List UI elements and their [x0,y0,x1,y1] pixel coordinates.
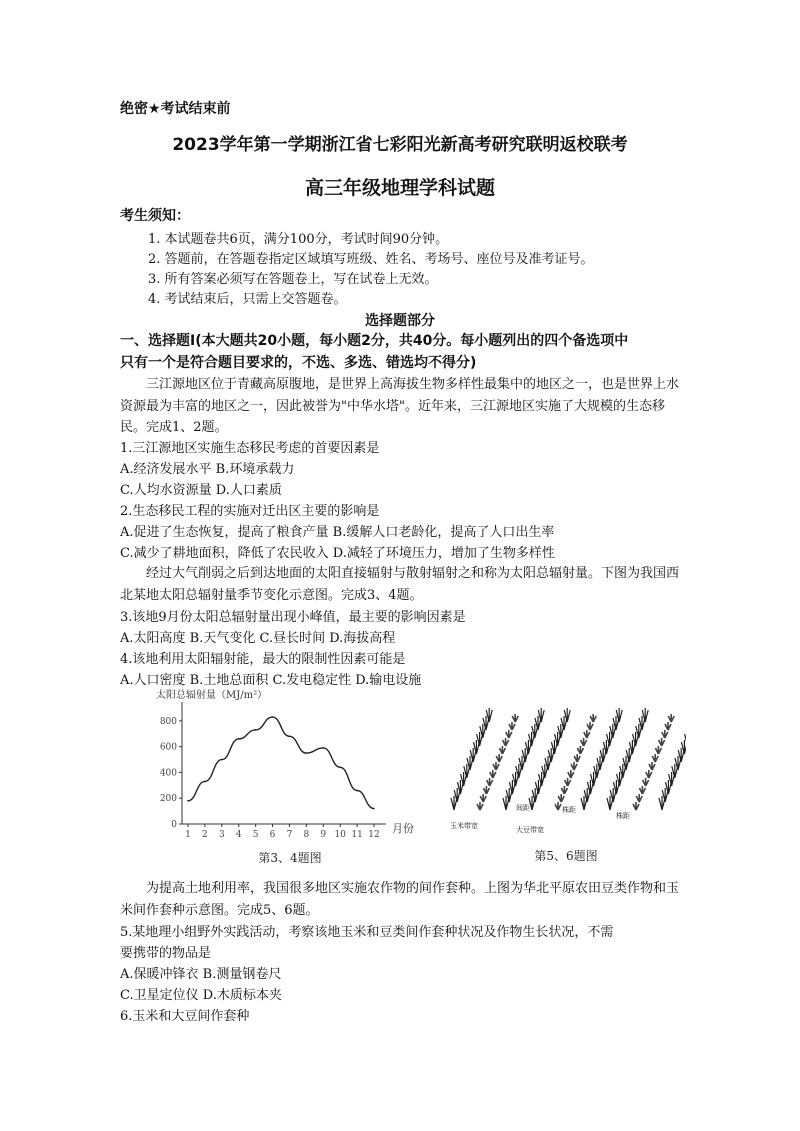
x-tick-label: 11 [351,830,363,840]
question-4-options: A.人口密度 B.土地总面积 C.发电稳定性 D.输电设施 [120,673,422,688]
figure-caption-left: 第3、4题图 [258,851,322,865]
radiation-chart [140,684,440,874]
bean-plant [643,778,649,786]
bean-plant [584,730,590,738]
question-5-stem: 5.某地理小组野外实践活动，考察该地玉米和豆类间作套种状况及作物生长状况，不需 [120,925,614,940]
bean-plant [480,794,486,802]
radiation-data-point [204,781,206,783]
label-corn-width: 玉米带宽 [450,823,478,830]
radiation-data-point [289,736,291,738]
figure-caption-right: 第5、6题图 [534,849,598,863]
bean-plant [565,778,571,786]
x-tick-label: 7 [286,830,293,840]
question-2-stem: 2.生态移民工程的实施对迁出区主要的影响是 [120,504,380,519]
x-tick-label: 3 [218,830,225,840]
bean-plant [636,794,642,802]
corn-plant [486,708,492,722]
x-tick-label: 10 [334,830,346,840]
bean-plant [577,746,583,754]
radiation-data-point [187,800,189,802]
bean-plant [655,746,661,754]
section-instruction: 一、选择题Ⅰ(本大题共20小题，每小题2分，共40分。每小题列出的四个备选项中 [120,333,629,349]
label-bean-width: 大豆带宽 [516,827,544,834]
question-2-options: A.促进了生态恢复，提高了粮食产量 B.缓解人口老龄化，提高了人口出生率 [120,525,555,540]
question-3-stem: 3.该地9月份太阳总辐射量出现小峰值，最主要的影响因素是 [120,610,466,625]
bean-plant [503,738,509,746]
y-tick-label: 600 [159,742,177,753]
x-tick-label: 1 [185,830,191,840]
bean-plant [590,714,596,722]
radiation-data-point [238,738,240,740]
passage-sanjiangyuan: 三江源地区位于青藏高原腹地，是世界上高海拔生物多样性最集中的地区之一，也是世界上水资源最为丰富的地区之一，因此被誉为"中华水塔"。近年来，三江源地区实施了大规模的生态移民。完成1、2题。 [120,377,680,435]
bean-plant [561,786,567,794]
bean-plant [483,786,489,794]
bean-plant [512,714,518,722]
notice-item: 3. 所有答案必须写在答题卷上，写在试卷上无效。 [148,272,438,287]
radiation-series-line [188,717,374,809]
passage-intercropping: 为提高土地利用率，我国很多地区实施农作物的间作套种。上图为华北平原农田豆类作物和玉米间作套种示意图。完成5、6题。 [120,881,680,918]
radiation-data-point [373,808,375,810]
label-plant-spacing-2: 株距 [616,813,630,820]
corn-plant [616,708,622,722]
radiation-data-point [322,747,324,749]
bean-plant [571,762,577,770]
x-tick-label: 9 [320,830,327,840]
corn-plant [642,708,648,722]
notice-item: 4. 考试结束后，只需上交答题卷。 [148,292,347,307]
intercropping-illustration [446,700,686,870]
radiation-data-point [339,766,341,768]
radiation-data-point [221,759,223,761]
y-tick-label: 400 [159,768,177,779]
y-tick-label: 0 [171,820,177,830]
bean-plant [587,722,593,730]
x-tick-label: 4 [235,830,242,840]
bean-plant [668,714,674,722]
notice-heading: 考生须知： [120,208,190,224]
bean-plant [581,738,587,746]
bean-plant [496,754,502,762]
corn-plant [681,740,686,754]
y-tick-label: 200 [159,794,177,805]
radiation-data-point [255,729,257,731]
bean-plant [646,770,652,778]
chart-xlabel: 月份 [392,822,414,835]
radiation-data-point [306,752,308,754]
question-1-options: C.人均水资源量 D.人口素质 [120,483,282,498]
crop-rows [451,708,686,810]
bean-plant [509,722,515,730]
bean-plant [499,746,505,754]
secret-label: 绝密★考试结束前 [120,101,231,117]
bean-plant [639,786,645,794]
intercropping-photo [446,700,686,870]
question-2-options: C.减少了耕地面积，降低了农民收入 D.减轻了环境压力，增加了生物多样性 [120,546,555,561]
question-3-options: A.太阳高度 B.天气变化 C.昼长时间 D.海拔高程 [120,631,396,646]
question-6-stem: 6.玉米和大豆间作套种 [120,1009,250,1024]
bean-plant [652,754,658,762]
passage-radiation: 经过大气削弱之后到达地面的太阳直接辐射与散射辐射之和称为太阳总辐射量。下图为我国西北某地太阳总辐射量季节变化示意图。完成3、4题。 [120,566,680,603]
bean-plant [659,738,665,746]
exam-subtitle: 高三年级地理学科试题 [304,177,495,199]
question-1-options: A.经济发展水平 B.环境承载力 [120,462,295,477]
bean-plant [662,730,668,738]
question-1-stem: 1.三江源地区实施生态移民考虑的首要因素是 [120,441,380,456]
bean-plant [490,770,496,778]
bean-plant [487,778,493,786]
bean-plant [506,730,512,738]
notice-item: 2. 答题前，在答题卷指定区域填写班级、姓名、考场号、座位号及准考证号。 [148,252,594,267]
radiation-data-point [356,790,358,792]
x-tick-label: 8 [303,830,310,840]
question-5-stem-cont: 要携带的物品是 [120,946,212,961]
chart-title: 太阳总辐射量（MJ/m²） [156,690,268,701]
bean-plant [633,802,639,810]
corn-plant [564,708,570,722]
notice-item: 1. 本试题卷共6页，满分100分，考试时间90分钟。 [148,232,449,247]
question-5-options: C.卫星定位仪 D.木质标本夹 [120,988,282,1003]
section-instruction: 只有一个是符合题目要求的，不选、多选、错选均不得分) [120,355,477,371]
x-tick-label: 6 [269,830,276,840]
question-4-stem: 4.该地利用太阳辐射能，最大的限制性因素可能是 [120,652,406,667]
label-row-spacing: 间距 [516,805,530,812]
y-tick-label: 800 [159,716,177,727]
x-tick-label: 2 [202,830,208,840]
x-tick-label: 5 [252,830,259,840]
question-5-options: A.保暖冲锋衣 B.测量钢卷尺 [120,967,282,982]
bean-plant [493,762,499,770]
radiation-data-point [272,716,274,718]
radiation-chart-svg [140,684,440,874]
label-plant-spacing: 株距 [562,807,576,814]
section-title: 选择题部分 [365,313,435,329]
bean-plant [477,802,483,810]
bean-plant [568,770,574,778]
bean-plant [574,754,580,762]
corn-plant [538,708,544,722]
bean-plant [649,762,655,770]
bean-plant [558,794,564,802]
bean-plant [555,802,561,810]
x-tick-label: 12 [368,830,380,840]
bean-plant [665,722,671,730]
exam-title: 2023学年第一学期浙江省七彩阳光新高考研究联明返校联考 [172,135,628,155]
